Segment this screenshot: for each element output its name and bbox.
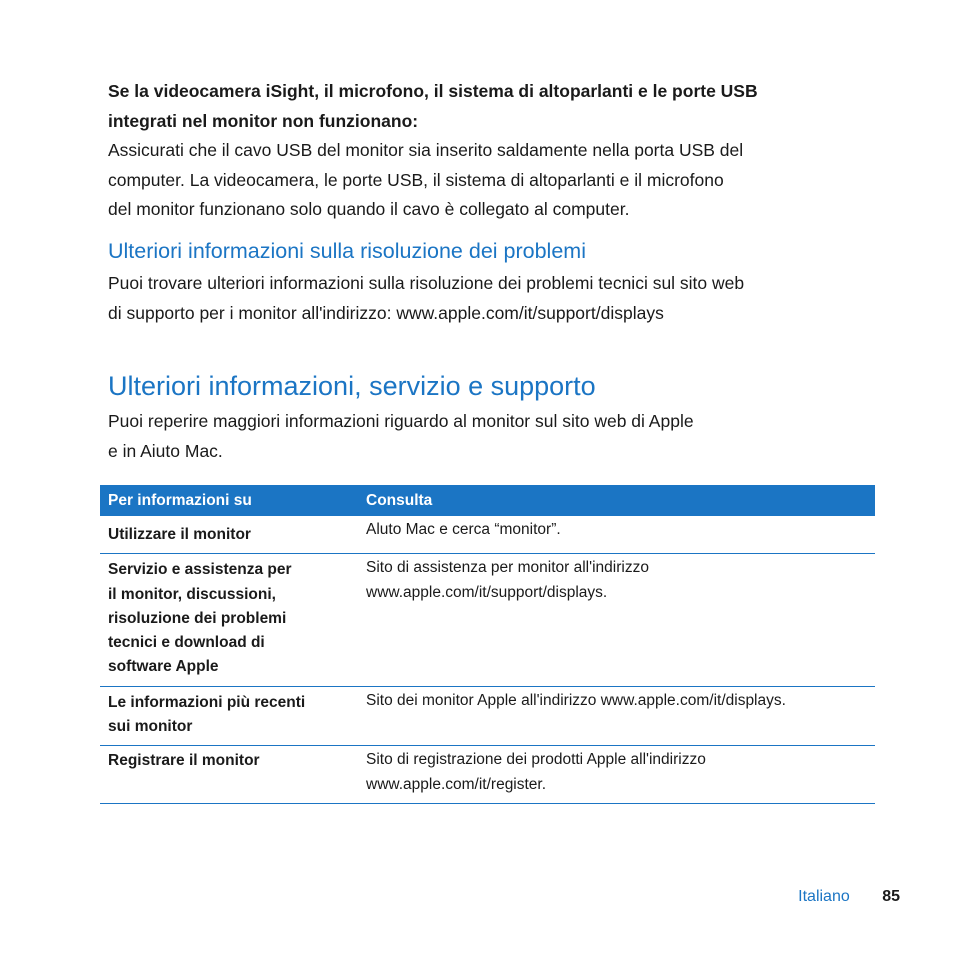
table-header-reference: Consulta	[358, 485, 875, 516]
support-body	[108, 407, 868, 466]
problem-section	[108, 77, 868, 225]
topic-line: sui monitor	[108, 718, 193, 736]
table-cell-topic	[100, 554, 358, 686]
page-footer	[798, 886, 900, 908]
topic-line: software Apple	[108, 658, 219, 676]
problem-body-line-2: computer. La videocamera, le porte USB, il sistema di altoparlanti e il microfono	[108, 169, 724, 190]
problem-heading-line-1: Se la videocamera iSight, il microfono, il sistema di altoparlanti e le porte USB	[108, 81, 758, 101]
reference-line: Aluto Mac e cerca “monitor”.	[366, 521, 561, 538]
troubleshooting-body-line-1: Puoi trovare ulteriori informazioni sulla risoluzione dei problemi tecnici sul sito web	[108, 273, 745, 293]
topic-line: Servizio e assistenza per	[108, 561, 292, 579]
problem-heading	[108, 77, 868, 136]
problem-body-line-1: Assicurati che il cavo USB del monitor sia inserito saldamente nella porta USB del	[108, 140, 744, 160]
reference-line: Sito di registrazione dei prodotti Apple all'indirizzo	[366, 751, 706, 769]
table-cell-reference	[358, 516, 875, 554]
topic-line: risoluzione dei problemi	[108, 609, 287, 627]
table-cell-reference	[358, 686, 875, 746]
topic-line: tecnici e download di	[108, 634, 265, 652]
topic-line: il monitor, discussioni,	[108, 585, 276, 603]
table-cell-topic	[100, 686, 358, 746]
table-row	[100, 554, 875, 686]
troubleshooting-body-line-2: di supporto per i monitor all'indirizzo: www.apple.com/it/support/displays	[108, 302, 664, 323]
support-body-line-1: Puoi reperire maggiori informazioni riguardo al monitor sul sito web di Apple	[108, 411, 694, 431]
problem-heading-line-2: integrati nel monitor non funzionano:	[108, 110, 419, 131]
table-row	[100, 686, 875, 746]
page-number: 85	[882, 888, 900, 905]
topic-line: Le informazioni più recenti	[108, 693, 306, 711]
troubleshooting-body	[108, 269, 868, 328]
problem-body-line-3: del monitor funzionano solo quando il cavo è collegato al computer.	[108, 199, 630, 219]
info-table	[100, 485, 875, 804]
table-cell-reference	[358, 746, 875, 804]
table-row	[100, 746, 875, 804]
table-row	[100, 516, 875, 554]
reference-line: Sito di assistenza per monitor all'indirizzo	[366, 559, 649, 577]
troubleshooting-heading: Ulteriori informazioni sulla risoluzione dei problemi	[108, 239, 586, 263]
topic-line: Registrare il monitor	[108, 752, 260, 770]
table-header-topic: Per informazioni su	[100, 485, 358, 516]
table-cell-topic	[100, 746, 358, 804]
reference-line: www.apple.com/it/support/displays.	[366, 583, 608, 601]
reference-line: Sito dei monitor Apple all'indirizzo www.apple.com/it/displays.	[366, 691, 786, 709]
reference-line: www.apple.com/it/register.	[366, 775, 547, 793]
table-cell-reference	[358, 554, 875, 686]
table-cell-topic	[100, 516, 358, 554]
table-header-row	[100, 485, 875, 516]
problem-body	[108, 136, 868, 225]
support-heading: Ulteriori informazioni, servizio e supporto	[108, 371, 596, 401]
topic-line: Utilizzare il monitor	[108, 526, 251, 543]
support-body-line-2: e in Aiuto Mac.	[108, 440, 223, 461]
footer-language: Italiano	[798, 888, 850, 905]
